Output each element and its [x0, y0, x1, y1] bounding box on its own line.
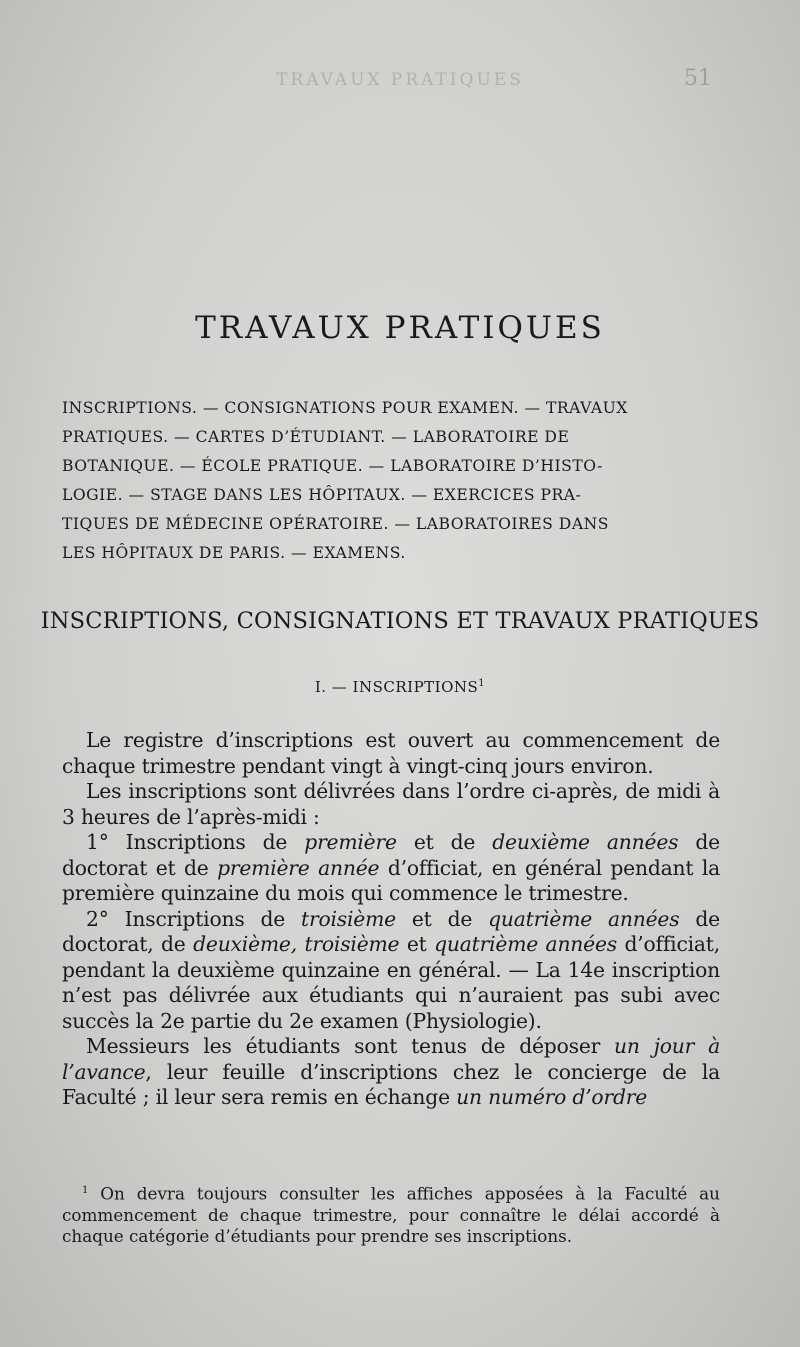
italic-run: troisième — [301, 906, 396, 931]
summary-line: PRATIQUES. — CARTES D’ÉTUDIANT. — LABORATOIRE DE — [62, 428, 570, 446]
italic-run: un numéro d’ordre — [456, 1085, 648, 1109]
text-run: de doctorat, de — [62, 906, 720, 956]
running-head: TRAVAUX PRATIQUES — [276, 70, 524, 90]
paragraph — [62, 1034, 720, 1111]
text-run: et de — [396, 830, 493, 854]
page-title: TRAVAUX PRATIQUES — [195, 310, 605, 346]
footnote-body: On devra toujours consulter les affiches apposées à la Faculté au commencement de chaque trimestre, pour connaître le délai accordé à chaque catégorie d’étudiants pour prendre ses inscriptions. — [62, 1183, 720, 1246]
italic-run: première — [304, 830, 397, 854]
footnote — [62, 1180, 720, 1247]
subsection-heading-text: I. — INSCRIPTIONS — [314, 678, 479, 696]
text-run: de doctorat et de — [62, 830, 720, 880]
subsection-heading — [0, 678, 800, 696]
chapter-summary — [62, 394, 715, 568]
text-run: d’officiat, en général pendant la première quinzaine du mois qui commence le trimestre. — [62, 855, 721, 905]
text-run: et de — [395, 906, 489, 931]
summary-line: BOTANIQUE. — ÉCOLE PRATIQUE. — LABORATOIRE D’HISTO- — [62, 457, 603, 475]
text-run: et — [399, 932, 435, 956]
page-number: 51 — [684, 66, 712, 91]
summary-line: LOGIE. — STAGE DANS LES HÔPITAUX. — EXERCICES PRA- — [62, 486, 582, 504]
text-run: , leur feuille d’inscriptions chez le concierge de la Faculté ; il leur sera remis en échange — [62, 1059, 720, 1109]
text-run: d’officiat, pendant la deuxième quinzaine en général. — La 14e inscription n’est pas délivrée aux étudiants qui n’auraient pas subi avec succès la 2e partie du 2e examen (Physiologie). — [62, 932, 720, 1033]
italic-run: quatrième années — [488, 906, 680, 931]
italic-run: un jour à l’avance — [62, 1034, 720, 1084]
summary-line: INSCRIPTIONS. — CONSIGNATIONS POUR EXAMEN. — TRAVAUX — [62, 399, 628, 417]
footnote-text — [62, 1180, 720, 1247]
italic-run: première année — [217, 855, 380, 880]
italic-run: deuxième années — [492, 830, 679, 854]
section-heading: INSCRIPTIONS, CONSIGNATIONS ET TRAVAUX PRATIQUES — [40, 608, 760, 634]
summary-line: TIQUES DE MÉDECINE OPÉRATOIRE. — LABORATOIRES DANS — [62, 515, 609, 533]
paragraph — [62, 830, 720, 907]
paragraph: Le registre d’inscriptions est ouvert au commencement de chaque trimestre pendant vingt à vingt-cinq jours environ. — [62, 728, 720, 778]
body-text — [62, 728, 720, 1111]
footnote-marker: 1 — [82, 1185, 89, 1196]
footnote-ref: 1 — [478, 678, 486, 689]
summary-line: LES HÔPITAUX DE PARIS. — EXAMENS. — [62, 544, 406, 562]
italic-run: deuxième, troisième — [193, 932, 400, 956]
text-run: 1° Inscriptions de — [86, 830, 305, 854]
paragraph — [62, 907, 720, 1035]
paragraph: Les inscriptions sont délivrées dans l’ordre ci-après, de midi à 3 heures de l’après-midi : — [62, 779, 720, 829]
italic-run: quatrième années — [434, 932, 617, 956]
text-run: 2° Inscriptions de — [86, 906, 302, 931]
text-run: Messieurs les étudiants sont tenus de déposer — [86, 1034, 615, 1058]
